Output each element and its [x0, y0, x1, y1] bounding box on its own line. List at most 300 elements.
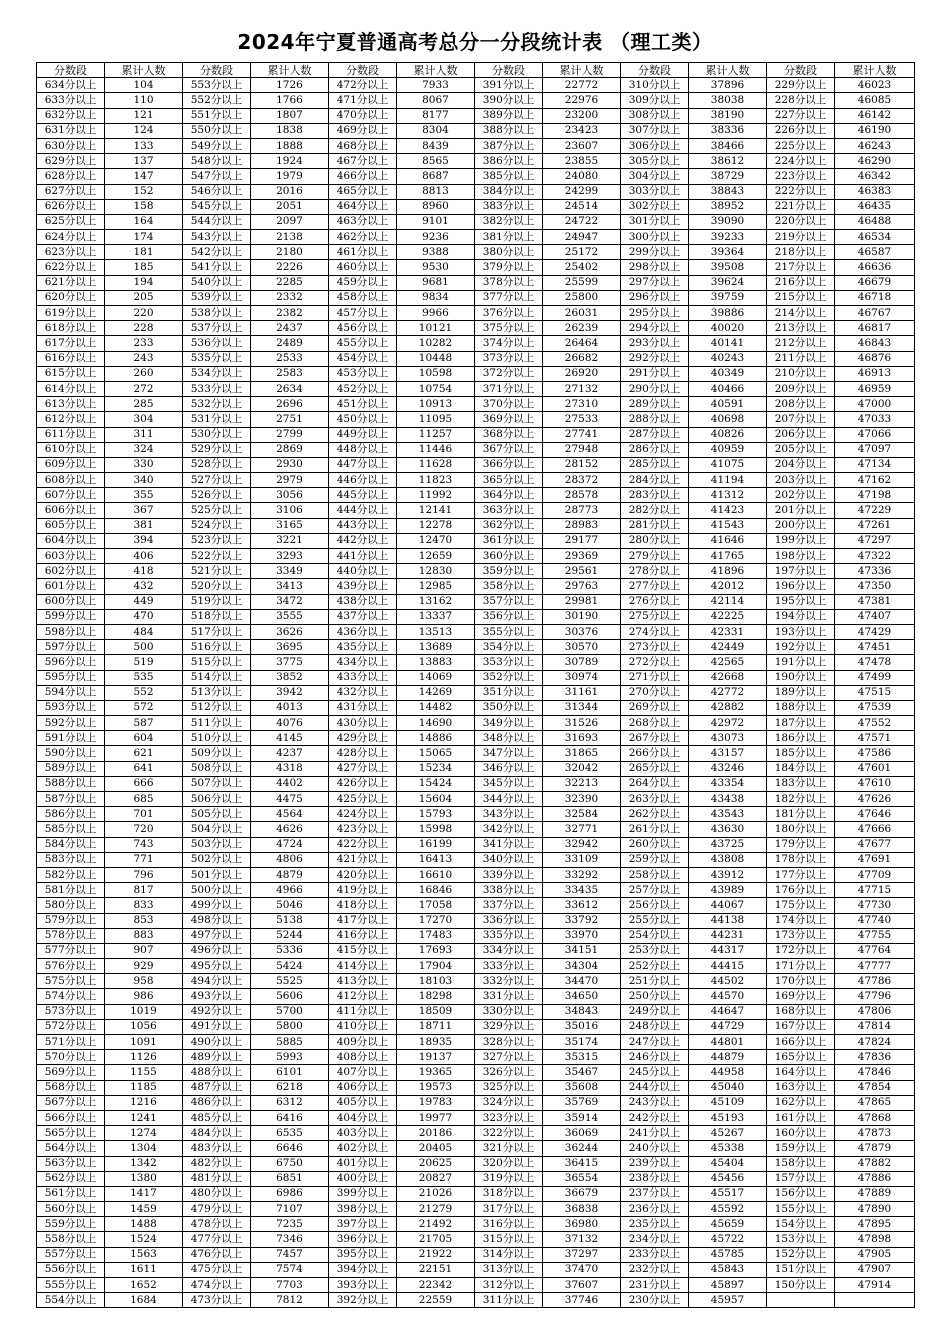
cumulative-count-cell: 6535 — [251, 1126, 329, 1141]
table-row — [37, 321, 915, 336]
score-range-cell: 383分以上 — [475, 199, 543, 214]
cumulative-count-cell: 11628 — [397, 457, 475, 472]
table-row — [37, 351, 915, 366]
cumulative-count-cell: 124 — [105, 123, 183, 138]
score-range-cell: 472分以上 — [329, 78, 397, 93]
cumulative-count-cell: 1563 — [105, 1247, 183, 1262]
table-row — [37, 883, 915, 898]
cumulative-count-cell: 4966 — [251, 883, 329, 898]
score-range-cell: 596分以上 — [37, 655, 105, 670]
cumulative-count-cell: 6646 — [251, 1141, 329, 1156]
cumulative-count-cell: 17058 — [397, 898, 475, 913]
cumulative-count-cell: 23607 — [543, 138, 621, 153]
cumulative-count-cell: 47865 — [835, 1095, 915, 1110]
cumulative-count-cell: 41896 — [689, 564, 767, 579]
cumulative-count-cell: 2489 — [251, 336, 329, 351]
score-range-cell: 488分以上 — [183, 1065, 251, 1080]
cumulative-count-cell: 38729 — [689, 169, 767, 184]
cumulative-count-cell: 20186 — [397, 1126, 475, 1141]
score-range-cell: 200分以上 — [767, 518, 835, 533]
cumulative-count-cell: 45338 — [689, 1141, 767, 1156]
cumulative-count-cell: 42012 — [689, 579, 767, 594]
score-range-cell: 373分以上 — [475, 351, 543, 366]
cumulative-count-cell: 8687 — [397, 169, 475, 184]
score-range-cell: 201分以上 — [767, 503, 835, 518]
cumulative-count-cell: 1126 — [105, 1050, 183, 1065]
score-range-cell: 207分以上 — [767, 412, 835, 427]
cumulative-count-cell: 47478 — [835, 655, 915, 670]
cumulative-count-cell: 3165 — [251, 518, 329, 533]
score-range-cell: 370分以上 — [475, 397, 543, 412]
score-range-cell: 574分以上 — [37, 989, 105, 1004]
cumulative-count-cell: 3942 — [251, 685, 329, 700]
cumulative-count-cell: 7933 — [397, 78, 475, 93]
score-range-cell: 374分以上 — [475, 336, 543, 351]
score-range-cell — [767, 1293, 835, 1308]
cumulative-count-cell: 41765 — [689, 549, 767, 564]
cumulative-count-cell: 47350 — [835, 579, 915, 594]
cumulative-count-cell: 16199 — [397, 837, 475, 852]
cumulative-count-cell: 38336 — [689, 123, 767, 138]
table-row — [37, 108, 915, 123]
cumulative-count-cell: 1216 — [105, 1095, 183, 1110]
score-range-cell: 387分以上 — [475, 138, 543, 153]
cumulative-count-cell: 40698 — [689, 412, 767, 427]
score-range-cell: 191分以上 — [767, 655, 835, 670]
cumulative-count-cell: 32042 — [543, 761, 621, 776]
cumulative-count-cell: 40243 — [689, 351, 767, 366]
cumulative-count-cell: 46959 — [835, 381, 915, 396]
cumulative-count-cell: 47873 — [835, 1126, 915, 1141]
score-range-cell: 380分以上 — [475, 245, 543, 260]
score-range-cell: 324分以上 — [475, 1095, 543, 1110]
cumulative-count-cell: 12278 — [397, 518, 475, 533]
table-row — [37, 776, 915, 791]
cumulative-count-cell: 701 — [105, 807, 183, 822]
cumulative-count-cell: 147 — [105, 169, 183, 184]
cumulative-count-cell: 38612 — [689, 154, 767, 169]
score-range-cell: 440分以上 — [329, 564, 397, 579]
score-range-cell: 386分以上 — [475, 154, 543, 169]
score-range-cell: 212分以上 — [767, 336, 835, 351]
cumulative-count-cell: 3555 — [251, 609, 329, 624]
table-row — [37, 1080, 915, 1095]
cumulative-count-cell: 47552 — [835, 716, 915, 731]
score-range-cell: 496分以上 — [183, 943, 251, 958]
score-range-cell: 384分以上 — [475, 184, 543, 199]
header-cumulative-count: 累计人数 — [543, 63, 621, 78]
cumulative-count-cell: 37896 — [689, 78, 767, 93]
cumulative-count-cell: 40826 — [689, 427, 767, 442]
cumulative-count-cell: 47097 — [835, 442, 915, 457]
cumulative-count-cell: 2180 — [251, 245, 329, 260]
score-range-cell: 587分以上 — [37, 792, 105, 807]
score-range-cell: 218分以上 — [767, 245, 835, 260]
cumulative-count-cell: 4013 — [251, 700, 329, 715]
cumulative-count-cell: 42972 — [689, 716, 767, 731]
cumulative-count-cell: 986 — [105, 989, 183, 1004]
score-range-cell: 432分以上 — [329, 685, 397, 700]
cumulative-count-cell: 406 — [105, 549, 183, 564]
cumulative-count-cell: 19977 — [397, 1110, 475, 1125]
score-range-cell: 537分以上 — [183, 321, 251, 336]
cumulative-count-cell: 47882 — [835, 1156, 915, 1171]
score-range-cell: 294分以上 — [621, 321, 689, 336]
cumulative-count-cell: 41312 — [689, 488, 767, 503]
cumulative-count-cell: 38952 — [689, 199, 767, 214]
score-range-cell: 540分以上 — [183, 275, 251, 290]
cumulative-count-cell: 46142 — [835, 108, 915, 123]
cumulative-count-cell: 14269 — [397, 685, 475, 700]
score-range-cell: 391分以上 — [475, 78, 543, 93]
score-range-cell: 360分以上 — [475, 549, 543, 564]
score-range-cell: 350分以上 — [475, 700, 543, 715]
cumulative-count-cell: 1684 — [105, 1293, 183, 1308]
score-range-cell: 271分以上 — [621, 670, 689, 685]
score-range-cell: 507分以上 — [183, 776, 251, 791]
cumulative-count-cell: 552 — [105, 685, 183, 700]
score-range-cell: 173分以上 — [767, 928, 835, 943]
score-range-cell: 532分以上 — [183, 397, 251, 412]
table-row — [37, 1293, 915, 1308]
score-range-cell: 517分以上 — [183, 624, 251, 639]
cumulative-count-cell: 47198 — [835, 488, 915, 503]
score-range-cell: 600分以上 — [37, 594, 105, 609]
cumulative-count-cell: 8813 — [397, 184, 475, 199]
cumulative-count-cell: 29981 — [543, 594, 621, 609]
score-range-cell: 547分以上 — [183, 169, 251, 184]
cumulative-count-cell: 6101 — [251, 1065, 329, 1080]
score-range-cell: 525分以上 — [183, 503, 251, 518]
score-range-cell: 425分以上 — [329, 792, 397, 807]
score-range-cell: 249分以上 — [621, 1004, 689, 1019]
cumulative-count-cell: 44231 — [689, 928, 767, 943]
score-range-cell: 563分以上 — [37, 1156, 105, 1171]
score-range-cell: 429分以上 — [329, 731, 397, 746]
score-range-cell: 602分以上 — [37, 564, 105, 579]
cumulative-count-cell: 1304 — [105, 1141, 183, 1156]
cumulative-count-cell: 9834 — [397, 290, 475, 305]
score-range-cell: 280分以上 — [621, 533, 689, 548]
cumulative-count-cell: 6218 — [251, 1080, 329, 1095]
cumulative-count-cell: 33435 — [543, 883, 621, 898]
score-range-cell: 377分以上 — [475, 290, 543, 305]
score-range-cell: 516分以上 — [183, 640, 251, 655]
cumulative-count-cell: 11992 — [397, 488, 475, 503]
cumulative-count-cell: 14886 — [397, 731, 475, 746]
score-range-cell: 400分以上 — [329, 1171, 397, 1186]
score-range-cell: 416分以上 — [329, 928, 397, 943]
score-range-cell: 513分以上 — [183, 685, 251, 700]
score-range-cell: 186分以上 — [767, 731, 835, 746]
cumulative-count-cell: 40466 — [689, 381, 767, 396]
score-range-cell: 622分以上 — [37, 260, 105, 275]
cumulative-count-cell: 104 — [105, 78, 183, 93]
score-range-cell: 460分以上 — [329, 260, 397, 275]
score-range-cell: 404分以上 — [329, 1110, 397, 1125]
cumulative-count-cell: 34650 — [543, 989, 621, 1004]
cumulative-count-cell: 47539 — [835, 700, 915, 715]
score-range-cell: 321分以上 — [475, 1141, 543, 1156]
cumulative-count-cell: 46718 — [835, 290, 915, 305]
cumulative-count-cell: 47879 — [835, 1141, 915, 1156]
score-range-cell: 392分以上 — [329, 1293, 397, 1308]
score-range-cell: 318分以上 — [475, 1186, 543, 1201]
cumulative-count-cell: 110 — [105, 93, 183, 108]
cumulative-count-cell: 41646 — [689, 533, 767, 548]
cumulative-count-cell: 5244 — [251, 928, 329, 943]
cumulative-count-cell: 14482 — [397, 700, 475, 715]
table-row — [37, 184, 915, 199]
score-range-cell: 176分以上 — [767, 883, 835, 898]
score-range-cell: 159分以上 — [767, 1141, 835, 1156]
cumulative-count-cell: 12985 — [397, 579, 475, 594]
score-range-cell: 603分以上 — [37, 549, 105, 564]
score-range-cell: 233分以上 — [621, 1247, 689, 1262]
cumulative-count-cell: 8067 — [397, 93, 475, 108]
score-range-cell: 257分以上 — [621, 883, 689, 898]
score-range-cell: 594分以上 — [37, 685, 105, 700]
table-row — [37, 594, 915, 609]
cumulative-count-cell: 233 — [105, 336, 183, 351]
cumulative-count-cell: 11257 — [397, 427, 475, 442]
cumulative-count-cell: 38843 — [689, 184, 767, 199]
cumulative-count-cell: 2332 — [251, 290, 329, 305]
cumulative-count-cell: 40349 — [689, 366, 767, 381]
cumulative-count-cell: 17693 — [397, 943, 475, 958]
table-row — [37, 488, 915, 503]
score-range-cell: 152分以上 — [767, 1247, 835, 1262]
cumulative-count-cell: 13689 — [397, 640, 475, 655]
score-range-cell: 428分以上 — [329, 746, 397, 761]
score-range-cell: 304分以上 — [621, 169, 689, 184]
score-range-cell: 157分以上 — [767, 1171, 835, 1186]
score-range-cell: 245分以上 — [621, 1065, 689, 1080]
score-range-cell: 501分以上 — [183, 867, 251, 882]
cumulative-count-cell: 41423 — [689, 503, 767, 518]
cumulative-count-cell: 15998 — [397, 822, 475, 837]
score-range-cell: 366分以上 — [475, 457, 543, 472]
score-range-cell: 579分以上 — [37, 913, 105, 928]
score-range-cell: 343分以上 — [475, 807, 543, 822]
score-range-cell: 160分以上 — [767, 1126, 835, 1141]
score-range-cell: 494分以上 — [183, 974, 251, 989]
cumulative-count-cell: 44879 — [689, 1050, 767, 1065]
score-range-cell: 247分以上 — [621, 1035, 689, 1050]
table-row — [37, 1141, 915, 1156]
score-range-cell: 338分以上 — [475, 883, 543, 898]
cumulative-count-cell: 30190 — [543, 609, 621, 624]
table-row — [37, 1019, 915, 1034]
cumulative-count-cell: 29763 — [543, 579, 621, 594]
cumulative-count-cell: 11095 — [397, 412, 475, 427]
score-range-cell: 231分以上 — [621, 1278, 689, 1293]
cumulative-count-cell: 12470 — [397, 533, 475, 548]
score-range-cell: 242分以上 — [621, 1110, 689, 1125]
header-score-range: 分数段 — [621, 63, 689, 78]
score-range-cell: 204分以上 — [767, 457, 835, 472]
table-row — [37, 1186, 915, 1201]
cumulative-count-cell: 47336 — [835, 564, 915, 579]
score-range-cell: 509分以上 — [183, 746, 251, 761]
score-range-cell: 376分以上 — [475, 306, 543, 321]
score-range-cell: 551分以上 — [183, 108, 251, 123]
cumulative-count-cell: 46190 — [835, 123, 915, 138]
score-range-cell: 238分以上 — [621, 1171, 689, 1186]
cumulative-count-cell: 19365 — [397, 1065, 475, 1080]
score-range-cell: 548分以上 — [183, 154, 251, 169]
cumulative-count-cell: 25402 — [543, 260, 621, 275]
cumulative-count-cell: 18298 — [397, 989, 475, 1004]
score-range-cell: 592分以上 — [37, 716, 105, 731]
cumulative-count-cell: 47571 — [835, 731, 915, 746]
cumulative-count-cell: 7457 — [251, 1247, 329, 1262]
cumulative-count-cell: 1888 — [251, 138, 329, 153]
score-range-cell: 539分以上 — [183, 290, 251, 305]
cumulative-count-cell: 260 — [105, 366, 183, 381]
score-range-cell: 170分以上 — [767, 974, 835, 989]
cumulative-count-cell: 39508 — [689, 260, 767, 275]
score-range-cell: 418分以上 — [329, 898, 397, 913]
cumulative-count-cell: 25172 — [543, 245, 621, 260]
score-range-cell: 395分以上 — [329, 1247, 397, 1262]
score-range-cell: 369分以上 — [475, 412, 543, 427]
score-range-cell: 524分以上 — [183, 518, 251, 533]
cumulative-count-cell: 47499 — [835, 670, 915, 685]
cumulative-count-cell: 484 — [105, 624, 183, 639]
score-range-cell: 453分以上 — [329, 366, 397, 381]
score-range-cell: 349分以上 — [475, 716, 543, 731]
table-row — [37, 214, 915, 229]
score-range-cell: 331分以上 — [475, 989, 543, 1004]
cumulative-count-cell: 1652 — [105, 1278, 183, 1293]
score-range-cell: 591分以上 — [37, 731, 105, 746]
cumulative-count-cell: 39759 — [689, 290, 767, 305]
table-row — [37, 93, 915, 108]
score-range-cell: 281分以上 — [621, 518, 689, 533]
cumulative-count-cell: 26920 — [543, 366, 621, 381]
score-range-cell: 439分以上 — [329, 579, 397, 594]
cumulative-count-cell: 24299 — [543, 184, 621, 199]
score-range-cell: 246分以上 — [621, 1050, 689, 1065]
score-range-cell: 568分以上 — [37, 1080, 105, 1095]
cumulative-count-cell: 5138 — [251, 913, 329, 928]
cumulative-count-cell: 3852 — [251, 670, 329, 685]
score-range-cell: 272分以上 — [621, 655, 689, 670]
score-range-cell: 422分以上 — [329, 837, 397, 852]
cumulative-count-cell: 40959 — [689, 442, 767, 457]
score-range-cell: 408分以上 — [329, 1050, 397, 1065]
score-range-cell: 430分以上 — [329, 716, 397, 731]
score-range-cell: 353分以上 — [475, 655, 543, 670]
score-range-cell: 522分以上 — [183, 549, 251, 564]
cumulative-count-cell: 1274 — [105, 1126, 183, 1141]
score-range-cell: 190分以上 — [767, 670, 835, 685]
score-range-cell: 274分以上 — [621, 624, 689, 639]
score-range-cell: 543分以上 — [183, 230, 251, 245]
cumulative-count-cell: 35608 — [543, 1080, 621, 1095]
score-range-cell: 545分以上 — [183, 199, 251, 214]
cumulative-count-cell: 311 — [105, 427, 183, 442]
score-range-cell: 500分以上 — [183, 883, 251, 898]
cumulative-count-cell: 47297 — [835, 533, 915, 548]
cumulative-count-cell: 35315 — [543, 1050, 621, 1065]
score-range-cell: 618分以上 — [37, 321, 105, 336]
cumulative-count-cell: 47806 — [835, 1004, 915, 1019]
score-range-cell: 264分以上 — [621, 776, 689, 791]
cumulative-count-cell: 1380 — [105, 1171, 183, 1186]
score-range-cell: 303分以上 — [621, 184, 689, 199]
cumulative-count-cell: 35467 — [543, 1065, 621, 1080]
cumulative-count-cell: 46913 — [835, 366, 915, 381]
cumulative-count-cell: 45517 — [689, 1186, 767, 1201]
score-range-cell: 504分以上 — [183, 822, 251, 837]
score-range-cell: 412分以上 — [329, 989, 397, 1004]
cumulative-count-cell: 23423 — [543, 123, 621, 138]
cumulative-count-cell: 47715 — [835, 883, 915, 898]
score-range-cell: 456分以上 — [329, 321, 397, 336]
table-row — [37, 1050, 915, 1065]
cumulative-count-cell: 47407 — [835, 609, 915, 624]
cumulative-count-cell: 47451 — [835, 640, 915, 655]
table-row — [37, 457, 915, 472]
score-range-cell: 379分以上 — [475, 260, 543, 275]
score-range-cell: 198分以上 — [767, 549, 835, 564]
score-range-cell: 260分以上 — [621, 837, 689, 852]
cumulative-count-cell: 47033 — [835, 412, 915, 427]
cumulative-count-cell: 26031 — [543, 306, 621, 321]
cumulative-count-cell: 25800 — [543, 290, 621, 305]
score-range-cell: 266分以上 — [621, 746, 689, 761]
score-range-cell: 361分以上 — [475, 533, 543, 548]
cumulative-count-cell: 1611 — [105, 1262, 183, 1277]
cumulative-count-cell: 46383 — [835, 184, 915, 199]
table-row — [37, 852, 915, 867]
score-range-cell: 497分以上 — [183, 928, 251, 943]
cumulative-count-cell: 418 — [105, 564, 183, 579]
score-range-cell: 629分以上 — [37, 154, 105, 169]
score-range-cell: 598分以上 — [37, 624, 105, 639]
table-row — [37, 959, 915, 974]
score-range-cell: 305分以上 — [621, 154, 689, 169]
cumulative-count-cell: 27533 — [543, 412, 621, 427]
score-range-cell: 269分以上 — [621, 700, 689, 715]
score-range-cell: 533分以上 — [183, 381, 251, 396]
cumulative-count-cell: 18935 — [397, 1035, 475, 1050]
score-range-cell: 220分以上 — [767, 214, 835, 229]
header-cumulative-count: 累计人数 — [251, 63, 329, 78]
score-range-cell: 467分以上 — [329, 154, 397, 169]
score-range-cell: 267分以上 — [621, 731, 689, 746]
cumulative-count-cell: 21705 — [397, 1232, 475, 1247]
cumulative-count-cell: 33792 — [543, 913, 621, 928]
score-range-cell: 265分以上 — [621, 761, 689, 776]
score-range-cell: 316分以上 — [475, 1217, 543, 1232]
score-range-cell: 433分以上 — [329, 670, 397, 685]
table-row — [37, 275, 915, 290]
score-range-cell: 575分以上 — [37, 974, 105, 989]
score-range-cell: 605分以上 — [37, 518, 105, 533]
cumulative-count-cell: 9681 — [397, 275, 475, 290]
cumulative-count-cell: 7346 — [251, 1232, 329, 1247]
score-range-cell: 518分以上 — [183, 609, 251, 624]
cumulative-count-cell: 16846 — [397, 883, 475, 898]
score-range-cell: 297分以上 — [621, 275, 689, 290]
cumulative-count-cell: 1459 — [105, 1202, 183, 1217]
cumulative-count-cell: 47905 — [835, 1247, 915, 1262]
score-range-cell: 586分以上 — [37, 807, 105, 822]
cumulative-count-cell: 33109 — [543, 852, 621, 867]
